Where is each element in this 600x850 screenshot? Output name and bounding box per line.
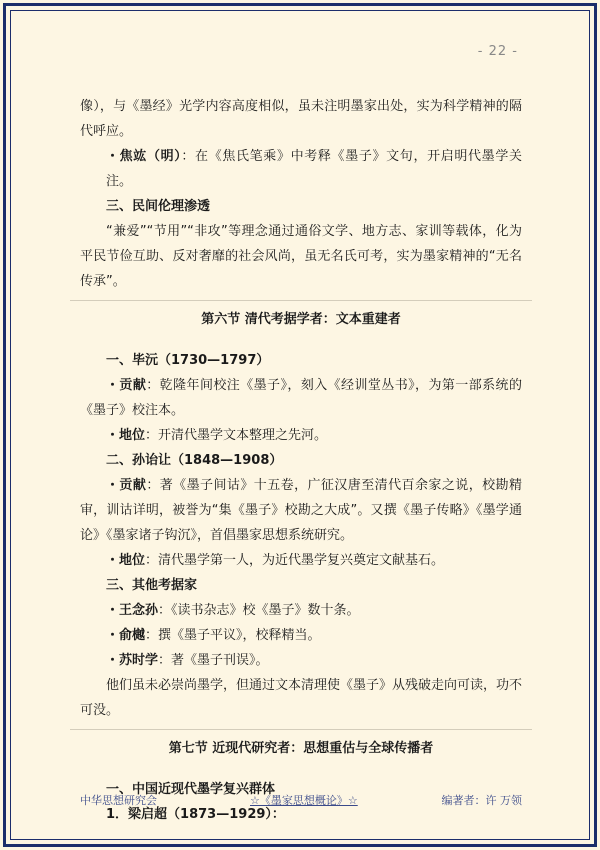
entry-sun-contribution bbox=[80, 473, 522, 548]
entry-bi-contribution bbox=[80, 373, 522, 423]
entry-yu-yue bbox=[80, 623, 522, 648]
paragraph-continuation: 像），与《墨经》光学内容高度相似，虽未注明墨家出处，实为科学精神的隔代呼应。 bbox=[80, 99, 522, 139]
heading-folk-ethics: 三、民间伦理渗透 bbox=[106, 199, 211, 214]
entry-text: ：清代墨学第一人，为近代墨学复兴奠定文献基石。 bbox=[145, 553, 445, 568]
paragraph-folk-ethics: “兼爱”“节用”“非攻”等理念通过通俗文学、地方志、家训等载体，化为平民节俭互助、反对奢靡的社会风尚，虽无名氏可考，实为墨家精神的“无名传承”。 bbox=[80, 224, 522, 289]
entry-label: ・贡献 bbox=[106, 478, 147, 493]
section-divider bbox=[70, 300, 532, 301]
heading-sun-yirang: 二、孙诒让（1848—1908） bbox=[106, 453, 283, 468]
footer-book-title: ☆《墨家思想概论》☆ bbox=[250, 794, 358, 807]
entry-label: ・贡献 bbox=[106, 378, 147, 393]
heading-modern-revival: 一、中国近现代墨学复兴群体 bbox=[106, 782, 276, 797]
entry-text: ：开清代墨学文本整理之先河。 bbox=[145, 428, 328, 443]
section6-title: 第六节 清代考据学者：文本重建者 bbox=[201, 312, 401, 327]
entry-text: ：《读书杂志》校《墨子》数十条。 bbox=[158, 603, 360, 618]
entry-liang-qichao: 1．梁启超（1873—1929）： bbox=[106, 807, 285, 822]
entry-label: ・王念孙 bbox=[106, 603, 159, 618]
page-content bbox=[80, 94, 522, 827]
entry-label: ・地位 bbox=[106, 553, 146, 568]
entry-wang-niansun bbox=[80, 598, 522, 623]
entry-label: ・苏时学 bbox=[106, 653, 159, 668]
entry-label: ・地位 bbox=[106, 428, 146, 443]
entry-bi-status bbox=[80, 423, 522, 448]
entry-label: ・俞樾 bbox=[106, 628, 146, 643]
entry-text: ：著《墨子刊误》。 bbox=[158, 653, 269, 668]
entry-sun-status bbox=[80, 548, 522, 573]
entry-name: ・焦竑（明） bbox=[106, 149, 182, 164]
heading-other-scholars: 三、其他考据家 bbox=[106, 578, 198, 593]
page-number: - 22 - bbox=[477, 44, 518, 59]
section-divider bbox=[70, 729, 532, 730]
entry-su-shixue bbox=[80, 648, 522, 673]
entry-text: ：著《墨子间诂》十五卷，广征汉唐至清代百余家之说，校勘精审，训诂详明，被誉为“集《墨子》校勘之大成”。又撰《墨子传略》《墨学通论》《墨家诸子钩沉》，首倡墨家思想系统研究。 bbox=[80, 478, 522, 543]
section7-title: 第七节 近现代研究者：思想重估与全球传播者 bbox=[168, 741, 434, 756]
entry-text: ：撰《墨子平议》，校释精当。 bbox=[145, 628, 321, 643]
footer-organization: 中华思想研究会 bbox=[80, 794, 157, 807]
paragraph-closing: 他们虽未必崇尚墨学，但通过文本清理使《墨子》从残破走向可读，功不可没。 bbox=[80, 678, 523, 718]
entry-jiao-hong bbox=[80, 144, 522, 194]
heading-bi-yuan: 一、毕沅（1730—1797） bbox=[106, 353, 270, 368]
footer-author: 编著者：许 万领 bbox=[441, 794, 522, 807]
entry-text: ：在《焦氏笔乘》中考释《墨子》文句，开启明代墨学关注。 bbox=[106, 149, 522, 189]
entry-text: ：乾隆年间校注《墨子》，刻入《经训堂丛书》，为第一部系统的《墨子》校注本。 bbox=[80, 378, 522, 418]
